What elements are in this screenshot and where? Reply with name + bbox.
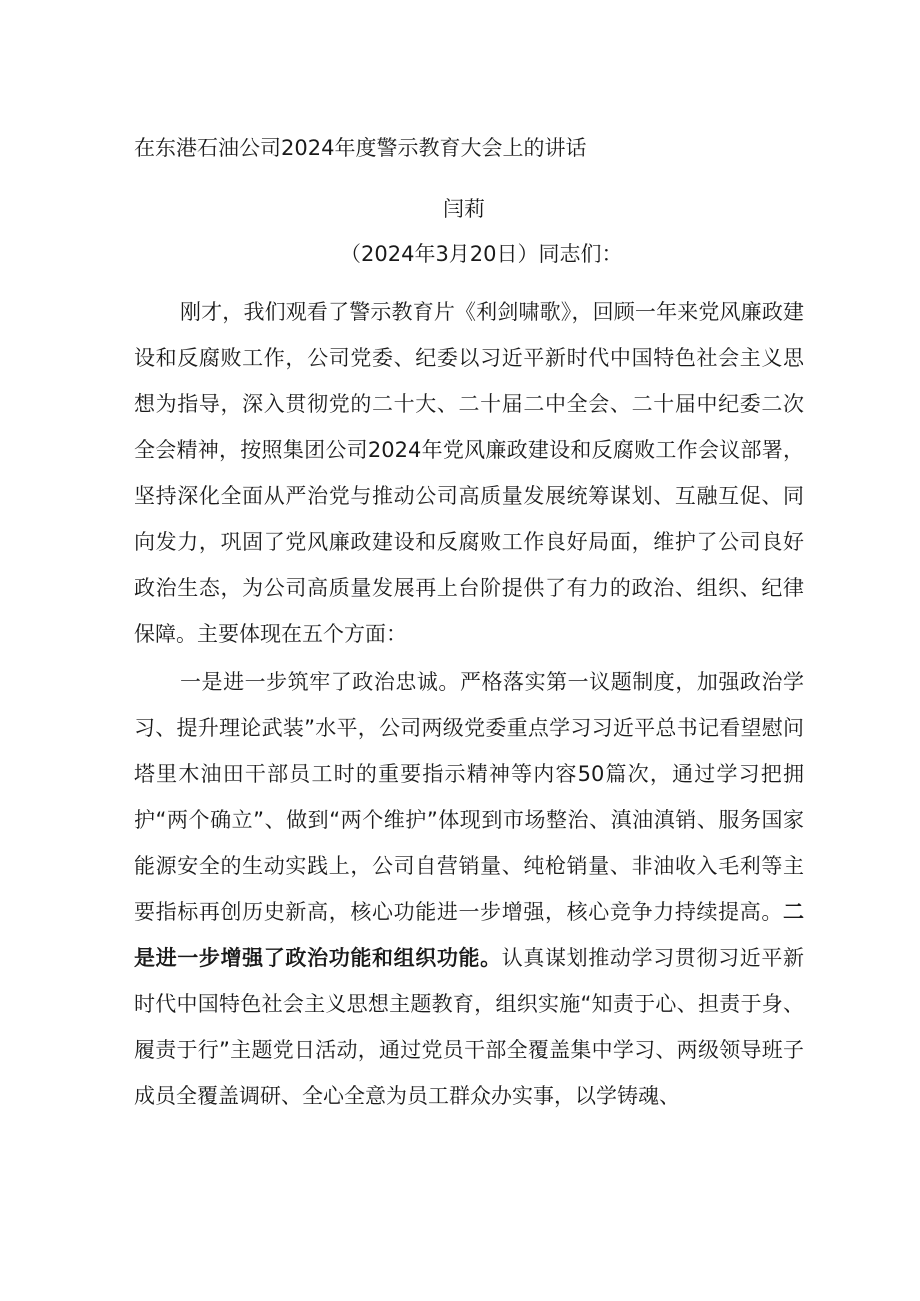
document-title: 在东港石油公司2024年度警示教育大会上的讲话	[134, 136, 587, 160]
date-and-salutation: （2024年3月20日）同志们：	[340, 242, 623, 266]
paragraph-2-text-a: 一是进一步筑牢了政治忠诚。严格落实第一议题制度，加强政治学习、提升理论武装”水平，公司两级党委重点学习习近平总书记看望慰问塔里木油田干部员工时的重要指示精神等内容50篇次，通过学习把拥护“两个确立”、做到“两个维护”体现到市场整治、滇油滇销、服务国家能源安全的生动实践上，公司自营销量、纯枪销量、非油收入毛利等主要指标再创历史新高，核心功能进一步增强，核心竞争力持续提高。	[134, 670, 804, 924]
author-name: 闫莉	[443, 197, 485, 221]
body-paragraph-2	[134, 659, 804, 1119]
paragraph-2-text-b: 认真谋划推动学习贯彻习近平新时代中国特色社会主义思想主题教育，组织实施“知责于心、担责于身、履责于行”主题党日活动，通过党员干部全覆盖集中学习、两级领导班子成员全覆盖调研、全心全意为员工群众办实事，以学铸魂、	[134, 946, 804, 1108]
body-paragraph-1: 刚才，我们观看了警示教育片《利剑啸歌》，回顾一年来党风廉政建设和反腐败工作，公司党委、纪委以习近平新时代中国特色社会主义思想为指导，深入贯彻党的二十大、二十届二中全会、二十届中纪委二次全会精神，按照集团公司2024年党风廉政建设和反腐败工作会议部署，坚持深化全面从严治党与推动公司高质量发展统筹谋划、互融互促、同向发力，巩固了党风廉政建设和反腐败工作良好局面，维护了公司良好政治生态，为公司高质量发展再上台阶提供了有力的政治、组织、纪律保障。主要体现在五个方面：	[134, 300, 804, 646]
paragraph-2-bold-heading: 二是进一步增强了政治功能和组织功能。	[134, 900, 804, 970]
